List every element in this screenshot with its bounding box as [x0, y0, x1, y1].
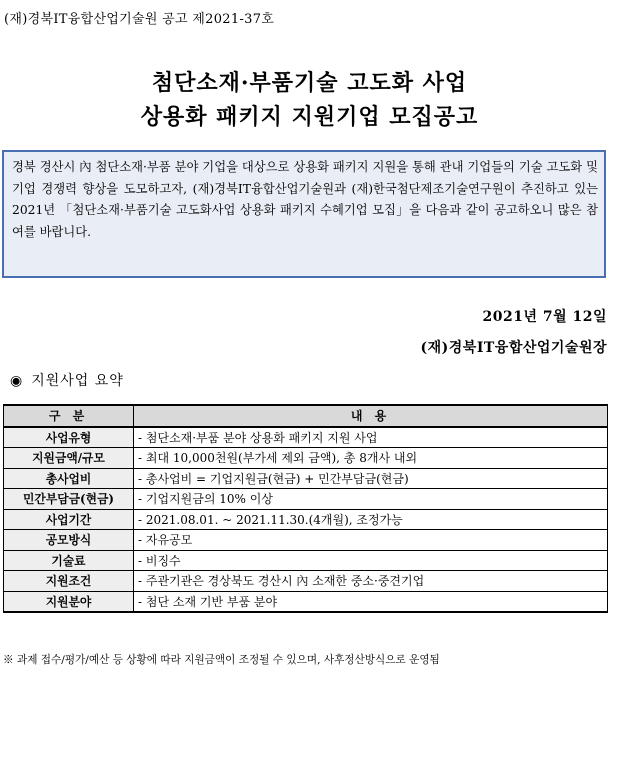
- table-row: [4, 571, 608, 592]
- section-heading: [10, 370, 124, 390]
- bullet-icon: ◉: [10, 373, 24, 389]
- row-value: - 비징수: [134, 550, 608, 571]
- row-key: 사업유형: [4, 427, 134, 448]
- row-key: 기술료: [4, 550, 134, 571]
- section-heading-text: 지원사업 요약: [31, 373, 124, 389]
- row-value: - 자유공모: [134, 530, 608, 551]
- row-key: 민간부담금(현금): [4, 489, 134, 510]
- table-header-content: 내 용: [134, 405, 608, 427]
- table-row: [4, 530, 608, 551]
- table-row: [4, 489, 608, 510]
- summary-table: [3, 404, 608, 613]
- intro-text: 경북 경산시 內 첨단소재·부품 분야 기업을 대상으로 상용화 패키지 지원을 통해 관내 기업들의 기술 고도화 및 기업 경쟁력 향상을 도모하고자, (재)경북IT융합산업기술원과 (재)한국첨단제조기술연구원이 추진하고 있는 2021년 「첨단소재·부품기술 고도화사업 상용화 패키지 수혜기업 모집」을 다음과 같이 공고하오니 많은 참여를 바랍니다.: [12, 160, 598, 239]
- row-key: 총사업비: [4, 468, 134, 489]
- table-header-category: 구 분: [4, 405, 134, 427]
- row-value: - 기업지원금의 10% 이상: [134, 489, 608, 510]
- row-key: 공모방식: [4, 530, 134, 551]
- row-value: - 총사업비 = 기업지원금(현금) + 민간부담금(현금): [134, 468, 608, 489]
- row-key: 지원조건: [4, 571, 134, 592]
- row-value: - 첨단 소재 기반 부품 분야: [134, 591, 608, 612]
- table-row: [4, 550, 608, 571]
- row-value: - 2021.08.01. ~ 2021.11.30.(4개월), 조정가능: [134, 509, 608, 530]
- issuer-organization: (재)경북IT융합산업기술원장: [420, 340, 607, 356]
- row-value: - 첨단소재·부품 분야 상용화 패키지 지원 사업: [134, 427, 608, 448]
- row-value: - 주관기관은 경상북도 경산시 內 소재한 중소·중견기업: [134, 571, 608, 592]
- table-header-row: [4, 405, 608, 427]
- issue-date: 2021년 7월 12일: [482, 309, 607, 325]
- title-line-1: 첨단소재·부품기술 고도화 사업: [151, 70, 468, 96]
- table-row: [4, 427, 608, 448]
- row-key: 사업기간: [4, 509, 134, 530]
- notice-number: (재)경북IT융합산업기술원 공고 제2021-37호: [4, 12, 275, 27]
- title-line-2: 상용화 패키지 지원기업 모집공고: [140, 104, 479, 130]
- row-value: - 최대 10,000천원(부가세 제외 금액), 총 8개사 내외: [134, 448, 608, 469]
- table-row: [4, 468, 608, 489]
- intro-box: [2, 150, 606, 278]
- table-row: [4, 448, 608, 469]
- row-key: 지원금액/규모: [4, 448, 134, 469]
- row-key: 지원분야: [4, 591, 134, 612]
- footnote: ※ 과제 접수/평가/예산 등 상황에 따라 지원금액이 조정될 수 있으며, 사후정산방식으로 운영됨: [3, 654, 440, 666]
- table-row: [4, 509, 608, 530]
- table-row: [4, 591, 608, 612]
